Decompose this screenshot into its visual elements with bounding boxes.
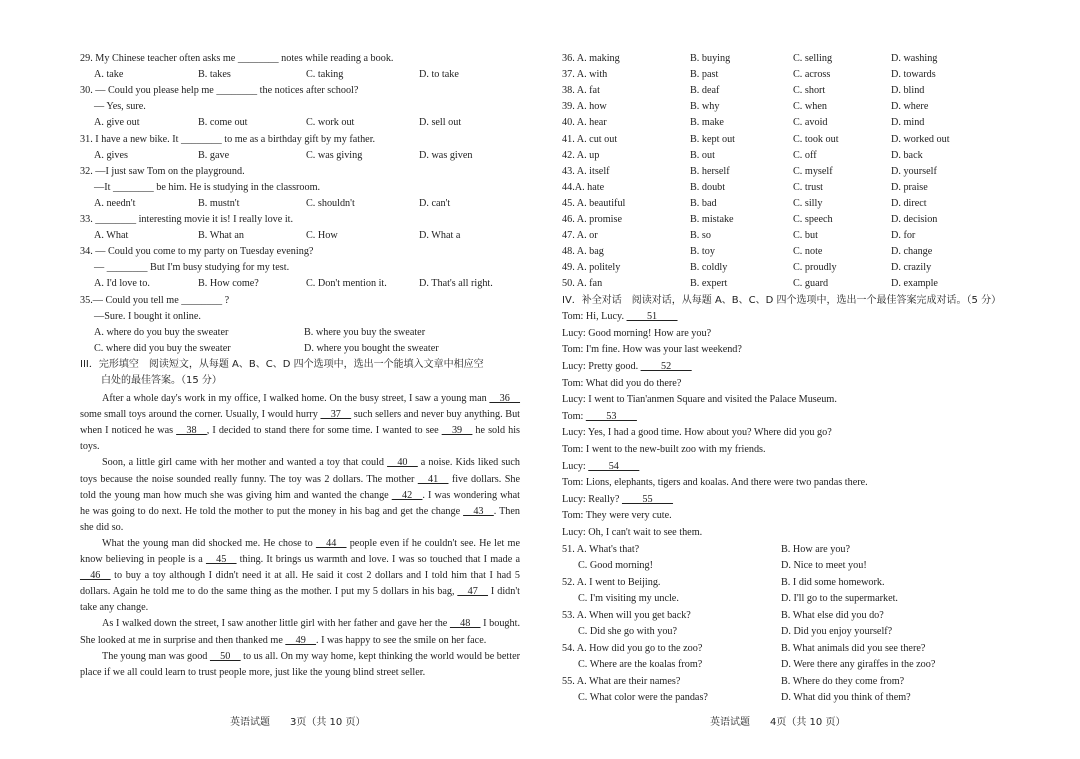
page-footer: 英语试题 3页（共 10 页） — [230, 717, 366, 728]
cloze-option: D. praise — [891, 181, 928, 193]
option: A. I'd love to. — [94, 278, 150, 290]
dialogue-text: Tom: I went to the new-built zoo with my friends. — [562, 444, 766, 455]
blank: __45__ — [205, 554, 237, 566]
blank: ____55____ — [621, 493, 673, 505]
question-response: — Yes, sure. — [94, 101, 146, 113]
dialogue-option: 54. A. How did you go to the zoo? — [562, 642, 703, 654]
option: B. come out — [198, 117, 248, 129]
cloze-option: C. silly — [793, 197, 823, 209]
blank: __43__ — [463, 505, 494, 517]
dialogue-line — [562, 327, 711, 340]
blank: ____51____ — [626, 311, 678, 323]
dialogue-option: 52. A. I went to Beijing. — [562, 576, 661, 588]
option: A. take — [94, 69, 124, 81]
cloze-option: D. worked out — [891, 133, 950, 145]
cloze-option: 46. A. promise — [562, 214, 622, 225]
passage-text: The young man was good — [102, 650, 210, 662]
blank: __37__ — [320, 409, 352, 421]
question-stem: 32. —I just saw Tom on the playground. — [80, 165, 245, 177]
dialogue-option: 53. A. When will you get back? — [562, 609, 691, 621]
section-title: III．完形填空 阅读短文，从每题 A、B、C、D 四个选项中，选出一个能填入文章中相应空 — [80, 358, 484, 370]
cloze-option: B. expert — [690, 278, 728, 290]
blank: __46__ — [80, 570, 111, 582]
cloze-option: 49. A. politely — [562, 262, 621, 274]
question-stem: 34. — Could you come to my party on Tuesday evening? — [80, 246, 314, 258]
cloze-option: D. mind — [891, 117, 925, 129]
blank: ____52____ — [640, 361, 692, 372]
dialogue-line — [562, 509, 672, 522]
option: B. takes — [198, 69, 231, 81]
blank: __44__ — [315, 537, 347, 549]
dialogue-option: C. Where are the koalas from? — [578, 659, 703, 671]
blank: __49__ — [285, 634, 316, 646]
dialogue-line — [562, 393, 837, 406]
passage-text: to buy a toy although I didn't need it at all. He said it cost 2 dollars and I told him that I had 5 dollars. Again he told me to do the same thing as the mother. I put my 5 dollars in his bag, — [80, 570, 520, 598]
cloze-option: D. back — [891, 149, 923, 161]
blank: __36__ — [489, 393, 520, 405]
blank: ____54____ — [588, 460, 640, 472]
dialogue-option: D. Were there any giraffes in the zoo? — [781, 659, 936, 671]
option: D. What a — [419, 230, 461, 242]
option: C. was giving — [306, 149, 363, 161]
cloze-option: 41. A. cut out — [562, 133, 618, 145]
cloze-option: D. change — [891, 246, 933, 258]
option: C. where did you buy the sweater — [94, 342, 231, 354]
option: B. gave — [198, 149, 230, 161]
cloze-option: 42. A. up — [562, 149, 600, 161]
dialogue-line — [562, 426, 832, 439]
question-stem: 31. I have a new bike. It ________ to me as a birthday gift by my father. — [80, 133, 376, 145]
dialogue-option: C. I'm visiting my uncle. — [578, 593, 679, 605]
option: A. What — [94, 230, 129, 242]
cloze-option: D. decision — [891, 214, 938, 225]
option: B. What an — [198, 230, 244, 242]
cloze-option: B. toy — [690, 246, 715, 258]
option: A. where do you buy the sweater — [94, 326, 229, 338]
passage-text: After a whole day's work in my office, I walked home. On the busy street, I saw a young man — [102, 393, 490, 405]
right-page — [540, 0, 1080, 759]
dialogue-line — [562, 460, 639, 473]
dialogue-line — [562, 360, 692, 373]
dialogue-option: B. What else did you do? — [781, 609, 884, 621]
section-title: IV．补全对话 阅读对话，从每题 A、B、C、D 四个选项中，选出一个最佳答案完成对话。（5 分） — [562, 294, 1002, 306]
question-stem: 33. ________ interesting movie it is! I really love it. — [80, 214, 294, 225]
dialogue-text: Lucy: Good morning! How are you? — [562, 327, 712, 339]
dialogue-line — [562, 410, 637, 423]
cloze-option: C. trust — [793, 181, 824, 193]
option: A. gives — [94, 149, 128, 161]
cloze-option: B. mistake — [690, 214, 734, 225]
passage-text: , I decided to stand there for some time. I wanted to see — [206, 425, 442, 437]
cloze-option: B. out — [690, 149, 715, 161]
passage-text: five dollars. She told the young man how much she was giving him and wanted the change — [80, 473, 520, 501]
passage-paragraph — [80, 391, 520, 455]
passage-text: such sellers and never buy anything. But when I noticed he was — [80, 409, 521, 437]
cloze-option: 39. A. how — [562, 101, 607, 113]
option: B. where you buy the sweater — [304, 326, 426, 338]
passage-text: a noise. Kids liked such toys because the noise sounded really funny. The toy was 2 dollars. The mother — [80, 457, 520, 485]
cloze-option: B. deaf — [690, 85, 720, 97]
dialogue-line — [562, 343, 742, 356]
dialogue-text: Lucy: Really? — [562, 493, 622, 505]
cloze-option: 37. A. with — [562, 69, 608, 81]
cloze-option: C. guard — [793, 278, 829, 290]
dialogue-text: Lucy: Yes, I had a good time. How about you? Where did you go? — [562, 427, 832, 439]
option: A. needn't — [94, 197, 136, 209]
passage-text: As I walked down the street, I saw another little girl with her father and gave her the — [102, 618, 450, 630]
cloze-option: B. herself — [690, 165, 730, 177]
blank: __40__ — [387, 457, 418, 469]
question-stem: 35.— Could you tell me ________ ? — [80, 294, 230, 306]
cloze-option: 43. A. itself — [562, 165, 610, 177]
dialogue-text: Lucy: — [562, 460, 589, 472]
dialogue-text: Tom: I'm fine. How was your last weekend? — [562, 344, 742, 356]
passage-text: to us all. On my way home, kept thinking the world would be better place if we all could learn to trust people more, just like the young blind street seller. — [80, 650, 520, 678]
option: C. How — [306, 230, 338, 242]
passage-paragraph — [80, 649, 520, 681]
question-response: — ________ But I'm busy studying for my test. — [94, 262, 290, 274]
option: B. How come? — [198, 278, 259, 290]
passage-text: he sold his toys. — [80, 425, 520, 453]
cloze-option: D. crazily — [891, 262, 932, 274]
cloze-option: B. buying — [690, 53, 731, 64]
dialogue-text: Tom: Lions, elephants, tigers and koalas. And there were two pandas there. — [562, 477, 868, 489]
dialogue-option: D. What did you think of them? — [781, 692, 911, 704]
option: C. shouldn't — [306, 197, 355, 209]
dialogue-line — [562, 476, 868, 489]
question-stem: 30. — Could you please help me ________ the notices after school? — [80, 85, 359, 97]
section-title: 白处的最佳答案。（15 分） — [101, 375, 222, 386]
cloze-option: C. selling — [793, 53, 833, 64]
dialogue-option: D. Did you enjoy yourself? — [781, 626, 893, 638]
cloze-option: B. so — [690, 230, 711, 242]
option: D. where you bought the sweater — [304, 342, 439, 354]
option: D. to take — [419, 69, 459, 81]
cloze-option: C. avoid — [793, 117, 828, 129]
dialogue-option: B. What animals did you see there? — [781, 642, 926, 654]
passage-text: people even if he couldn't see. He let me know believing in people is a — [80, 537, 520, 566]
cloze-option: D. washing — [891, 53, 938, 64]
cloze-option: D. towards — [891, 69, 936, 81]
cloze-option: 36. A. making — [562, 53, 620, 64]
blank: __50__ — [209, 650, 241, 662]
passage-paragraph — [80, 536, 520, 616]
blank: __41__ — [417, 473, 449, 485]
cloze-option: D. blind — [891, 85, 925, 97]
cloze-option: D. for — [891, 230, 916, 242]
dialogue-text: Tom: What did you do there? — [562, 377, 682, 389]
dialogue-option: D. I'll go to the supermarket. — [781, 593, 898, 605]
cloze-option: C. myself — [793, 165, 833, 177]
option: B. mustn't — [198, 197, 240, 209]
cloze-option: B. bad — [690, 197, 717, 209]
dialogue-option: 55. A. What are their names? — [562, 675, 681, 687]
blank: ____53____ — [585, 410, 637, 422]
question-response: —Sure. I bought it online. — [94, 310, 201, 322]
option: C. Don't mention it. — [306, 278, 387, 290]
dialogue-option: B. Where do they come from? — [781, 675, 905, 687]
cloze-option: C. but — [793, 230, 818, 242]
option: D. was given — [419, 149, 473, 161]
dialogue-text: Tom: — [562, 410, 586, 422]
passage-text: some small toys around the corner. Usually, I would hurry — [80, 409, 321, 421]
cloze-option: D. example — [891, 278, 938, 290]
passage-text: What the young man did shocked me. He chose to — [102, 537, 316, 549]
blank: __38__ — [176, 425, 207, 437]
cloze-option: C. note — [793, 246, 823, 258]
dialogue-line — [562, 526, 702, 539]
dialogue-text: Lucy: Oh, I can't wait to see them. — [562, 527, 703, 538]
cloze-option: 38. A. fat — [562, 85, 600, 97]
dialogue-option: B. How are you? — [781, 543, 851, 555]
dialogue-text: Tom: They were very cute. — [562, 510, 672, 522]
dialogue-option: C. Did she go with you? — [578, 626, 678, 638]
passage-paragraph — [80, 616, 520, 648]
dialogue-line — [562, 310, 678, 323]
passage-text: . Then she did so. — [80, 505, 521, 533]
dialogue-option: C. What color were the pandas? — [578, 692, 708, 704]
cloze-option: 47. A. or — [562, 230, 598, 242]
dialogue-line — [562, 443, 766, 456]
passage-text: I bought. She looked at me in surprise and then thanked me — [80, 618, 520, 646]
blank: __47__ — [457, 586, 488, 598]
cloze-option: 40. A. hear — [562, 117, 607, 129]
question-stem: 29. My Chinese teacher often asks me ________ notes while reading a book. — [80, 53, 394, 64]
cloze-option: 48. A. bag — [562, 246, 604, 258]
option: A. give out — [94, 117, 140, 129]
dialogue-option: B. I did some homework. — [781, 576, 885, 588]
option: C. work out — [306, 117, 355, 129]
cloze-option: B. coldly — [690, 262, 728, 274]
cloze-option: C. speech — [793, 214, 833, 225]
passage-text: Soon, a little girl came with her mother and wanted a toy that could — [102, 457, 388, 469]
cloze-option: 45. A. beautiful — [562, 197, 626, 209]
cloze-option: C. across — [793, 69, 831, 81]
passage-text: I didn't take any change. — [80, 586, 520, 614]
cloze-option: C. short — [793, 85, 826, 97]
cloze-option: B. kept out — [690, 133, 735, 145]
cloze-option: C. took out — [793, 133, 839, 145]
question-response: —It ________ be him. He is studying in the classroom. — [94, 181, 321, 193]
cloze-option: 44.A. hate — [562, 181, 605, 193]
cloze-option: B. doubt — [690, 181, 726, 193]
dialogue-text: Lucy: Pretty good. — [562, 361, 641, 372]
page-footer: 英语试题 4页（共 10 页） — [710, 717, 846, 728]
option: D. That's all right. — [419, 278, 493, 290]
cloze-option: B. why — [690, 101, 720, 113]
passage-paragraph — [80, 455, 520, 535]
blank: __42__ — [391, 489, 423, 501]
cloze-option: D. where — [891, 101, 929, 113]
cloze-option: B. make — [690, 117, 724, 129]
dialogue-text: Tom: Hi, Lucy. — [562, 311, 627, 323]
dialogue-line — [562, 493, 673, 506]
cloze-option: 50. A. fan — [562, 278, 603, 290]
option: C. taking — [306, 69, 344, 81]
dialogue-option: D. Nice to meet you! — [781, 560, 867, 572]
dialogue-option: 51. A. What's that? — [562, 543, 640, 555]
passage-text: . I was wondering what he was going to do next. He told the mother to put the money in his bag and get the change — [80, 489, 520, 517]
dialogue-option: C. Good morning! — [578, 560, 653, 572]
blank: __39__ — [441, 425, 473, 437]
cloze-option: B. past — [690, 69, 719, 81]
cloze-option: C. proudly — [793, 262, 837, 274]
cloze-option: C. off — [793, 149, 817, 161]
option: D. sell out — [419, 117, 462, 129]
cloze-option: D. yourself — [891, 165, 937, 177]
passage-text: thing. It brings us warmth and love. I was so touched that I made a — [236, 554, 520, 566]
passage-text: . I was happy to see the smile on her face. — [315, 634, 487, 646]
dialogue-line — [562, 377, 681, 390]
blank: __48__ — [449, 618, 481, 630]
option: D. can't — [419, 197, 451, 209]
dialogue-text: Lucy: I went to Tian'anmen Square and visited the Palace Museum. — [562, 394, 837, 406]
cloze-option: D. direct — [891, 197, 927, 209]
cloze-option: C. when — [793, 101, 827, 113]
